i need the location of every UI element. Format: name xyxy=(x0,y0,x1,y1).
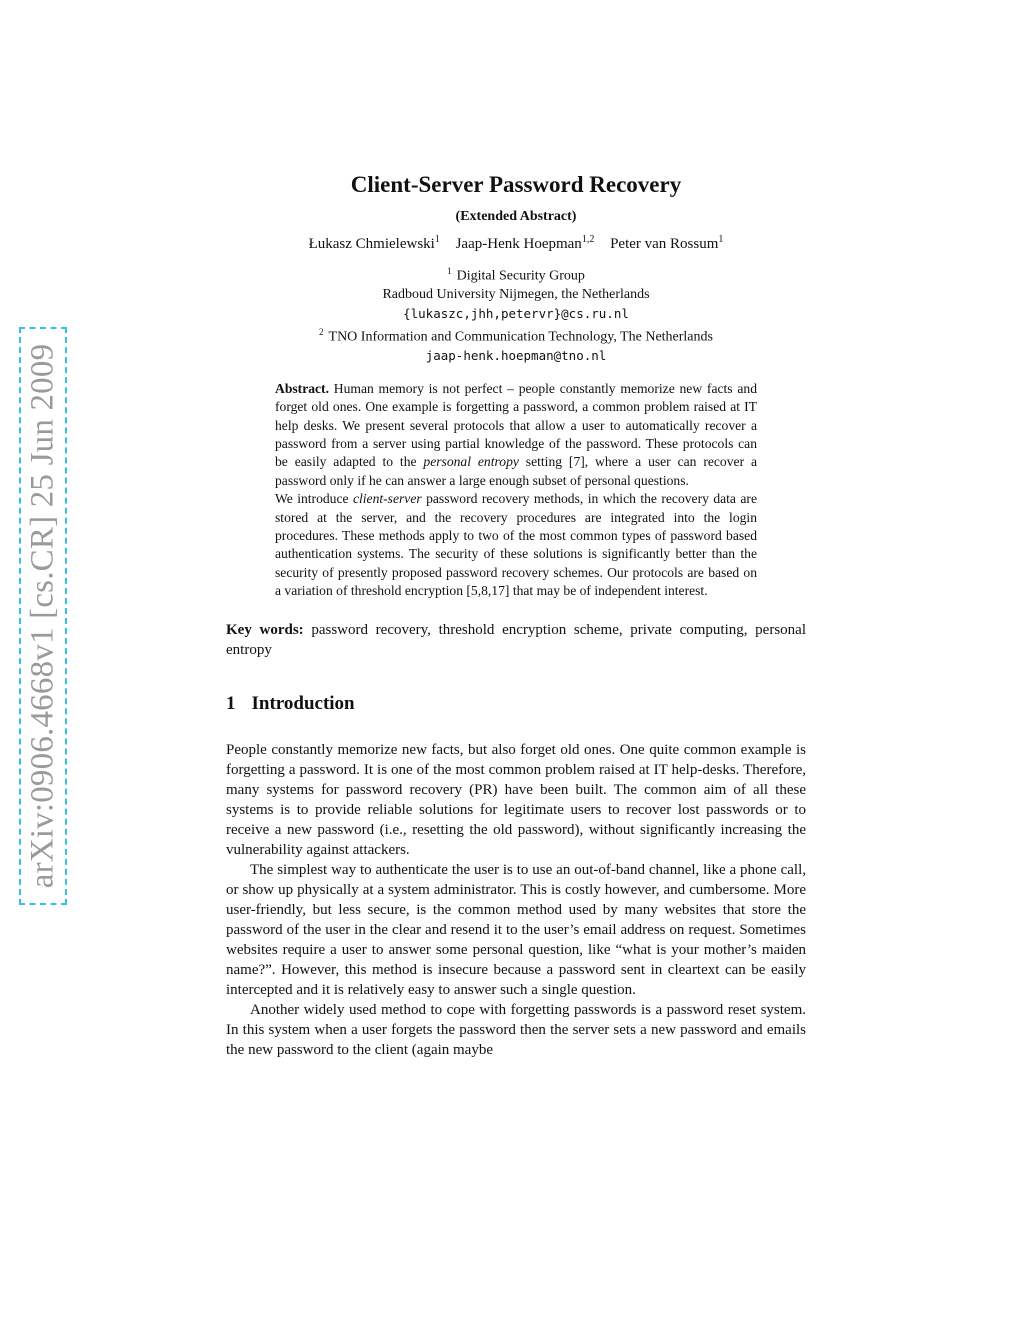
affiliation-2-email: jaap-henk.hoepman@tno.nl xyxy=(425,348,607,364)
paper-title: Client-Server Password Recovery xyxy=(350,172,682,197)
affiliations xyxy=(226,262,806,366)
section-number: 1 xyxy=(226,692,236,714)
affiliation-1-university: Radboud University Nijmegen, the Netherlands xyxy=(382,287,650,303)
paper-subtitle: (Extended Abstract) xyxy=(455,209,577,224)
affiliation-2-org: $^2$ TNO Information and Communication Technology, The Netherlands xyxy=(319,327,713,345)
author-1: Łukasz Chmielewski$^1$ xyxy=(308,234,440,252)
keywords-label: Key words: xyxy=(226,621,304,638)
arxiv-stamp xyxy=(19,327,67,905)
section-title: Introduction xyxy=(251,692,355,714)
keywords xyxy=(226,620,806,660)
keywords-text: password recovery, threshold encryption scheme, private computing, personal entropy xyxy=(226,621,806,658)
abstract xyxy=(275,380,757,601)
body-paragraph-3: Another widely used method to cope with forgetting passwords is a password reset system. In this system when a user forgets the password then the server sets a new password and emails the new password to the client (again maybe xyxy=(226,1001,806,1058)
author-3: Peter van Rossum$^1$ xyxy=(610,234,724,252)
author-2: Jaap-Henk Hoepman$^{1,2}$ xyxy=(455,234,595,252)
abstract-paragraph-1: Abstract. Human memory is not perfect – people constantly memorize new facts and forget old ones. One example is forgetting a password, a common problem raised at IT help desks. We present several protocols that allow a user to automatically recover a password from a server using partial knowledge of the password. These protocols can be easily adapted to the personal entropy setting [7], where a user can recover a password only if he can answer a large enough subset of personal questions. xyxy=(275,380,758,488)
arxiv-identifier: arXiv:0906.4668v1 [cs.CR] 25 Jun 2009 xyxy=(24,343,61,889)
paper-page xyxy=(226,170,806,1060)
affiliation-1-email: {lukaszc,jhh,petervr}@cs.ru.nl xyxy=(403,305,629,321)
body-paragraph-1: People constantly memorize new facts, but also forget old ones. One quite common example is forgetting a password. It is one of the most common problem raised at IT help-desks. Therefore, many systems for password recovery (PR) have been built. The common aim of all these systems is to provide reliable solutions for legitimate users to recover lost passwords or to receive a new password (i.e., resetting the old password), without significantly increasing the vulnerability against attackers. xyxy=(226,741,806,858)
affiliation-1-group: $^1$ Digital Security Group xyxy=(447,266,585,284)
body-paragraph-2: The simplest way to authenticate the user is to use an out-of-band channel, like a phone call, or show up physically at a system administrator. This is costly however, and cumbersome. More user-friendly, but less secure, is the common method used by many websites that store the password of the user in the clear and resend it to the user’s email address on request. Sometimes websites require a user to answer some personal question, like “what is your mother’s maiden name?”. However, this method is insecure because a password sent in cleartext can be easily intercepted and it is relatively easy to answer such a single question. xyxy=(226,861,806,998)
section-body xyxy=(226,740,806,1060)
abstract-label: Abstract. xyxy=(275,380,329,396)
section-heading xyxy=(226,692,806,716)
abstract-paragraph-2: We introduce client-server password recovery methods, in which the recovery data are stored at the server, and the recovery procedures are integrated into the login procedures. These methods apply to two of the most common types of password based authentication systems. The security of these solutions is significantly better than the security of presently proposed password recovery schemes. Our protocols are based on a variation of threshold encryption [5,8,17] that may be of independent interest. xyxy=(275,491,757,599)
author-list xyxy=(226,230,806,254)
